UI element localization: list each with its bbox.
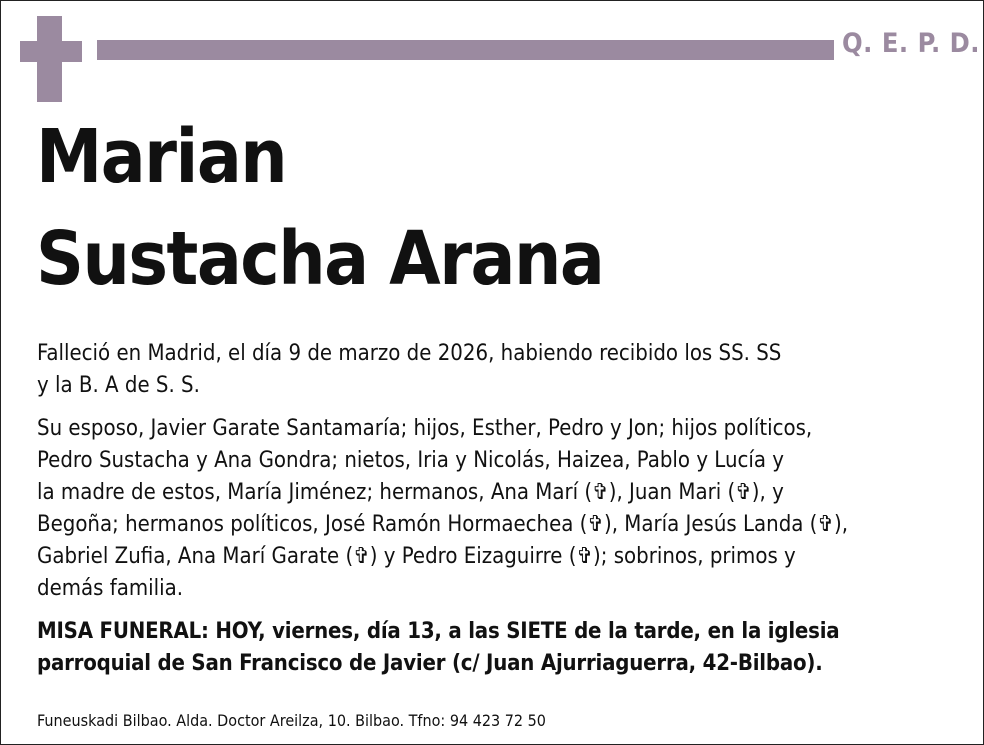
family-list: Su esposo, Javier Garate Santamaría; hijos, Esther, Pedro y Jon; hijos políticos, Pedro Sustacha y Ana Gondra; nietos, Iria y Nicolás, Haizea, Pablo y Lucía y la madre de estos, María Jiménez; hermanos, Ana Marí (✞), Juan Mari (✞), y Begoña; hermanos políticos, José Ramón Hormaechea (✞), María Jesús Landa (✞), Gabriel Zufia, Ana Marí Garate (✞) y Pedro Eizaguirre (✞); sobrinos, primos y demás familia. [37,416,849,601]
header-rule [97,40,834,60]
death-announcement: Falleció en Madrid, el día 9 de marzo de 2026, habiendo recibido los SS. SS y la B. A de S. S. [37,341,782,398]
deceased-surnames: Sustacha Arana [36,216,604,302]
qepd-badge: Q. E. P. D. [842,28,981,59]
deceased-first-name: Marian [36,114,287,200]
cross-horizontal-bar [20,41,82,62]
funeral-mass-info: MISA FUNERAL: HOY, viernes, día 13, a las SIETE de la tarde, en la iglesia parroquial de San Francisco de Javier (c/ Juan Ajurriaguerra, 42-Bilbao). [37,619,840,676]
funeral-home-contact: Funeuskadi Bilbao. Alda. Doctor Areilza, 10. Bilbao. Tfno: 94 423 72 50 [37,711,546,730]
